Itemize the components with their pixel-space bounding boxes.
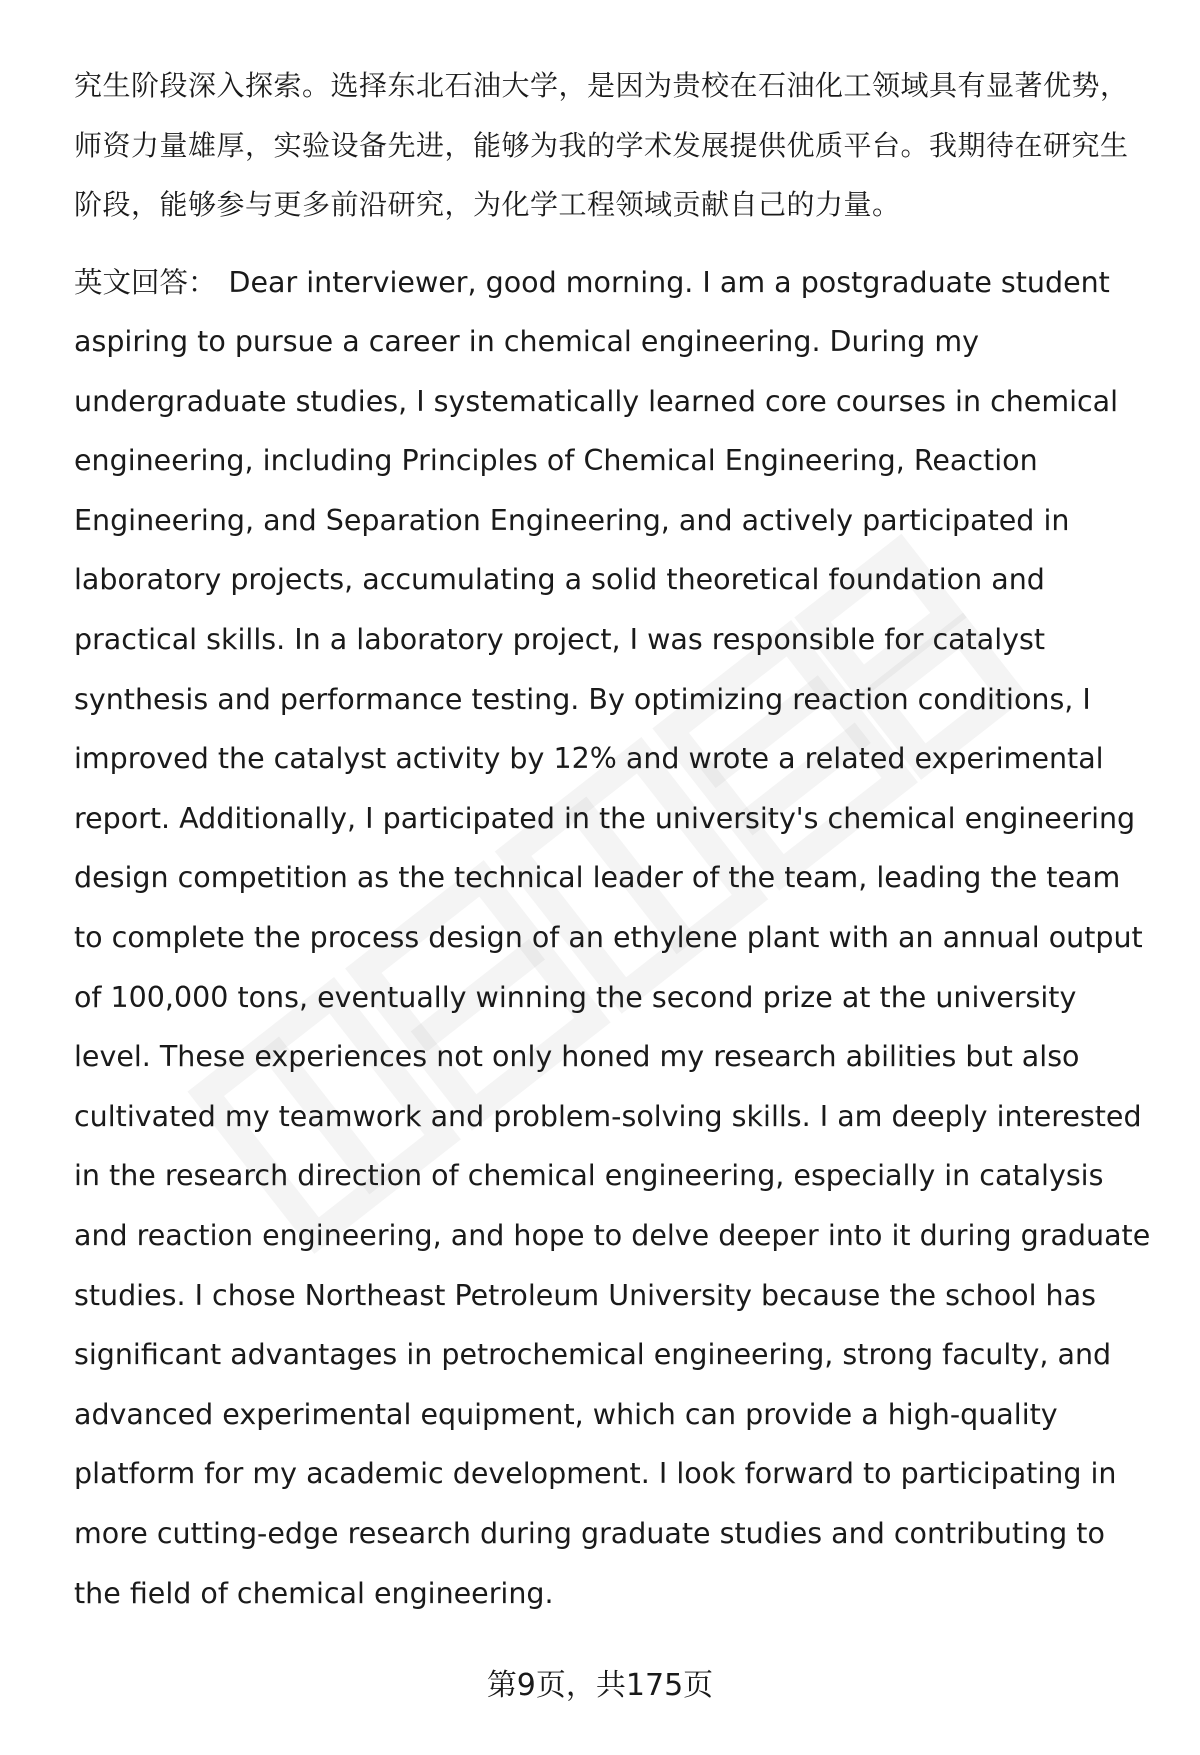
chinese-answer-paragraph: 究生阶段深入探索。选择东北石油大学，是因为贵校在石油化工领域具有显著优势，师资力量雄厚，实验设备先进，能够为我的学术发展提供优质平台。我期待在研究生阶段，能够参与更多前沿研究，为化学工程领域贡献自己的力量。 (74, 69, 1129, 221)
english-answer-paragraph (74, 253, 1154, 1624)
document-body (74, 56, 1154, 1623)
english-answer-label: 英文回答： (74, 265, 217, 299)
page-number-footer: 第9页，共175页 (486, 1668, 714, 1703)
english-answer-text: Dear interviewer, good morning. I am a postgraduate student aspiring to pursue a career in chemical engineering. During my undergraduate studies, I systematically learned core courses in chemical engineering, including Principles of Chemical Engineering, Reaction Engineering, and Separation Engineering, and actively participated in laboratory projects, accumulating a solid theoretical foundation and practical skills. In a laboratory project, I was responsible for catalyst synthesis and performance testing. By optimizing reaction conditions, I improved the catalyst activity by 12% and wrote a related experimental report. Additionally, I participated in the university's chemical engineering design competition as the technical leader of the team, leading the team to complete the process design of an ethylene plant with an annual output of 100,000 tons, eventually winning the second prize at the university level. These experiences not only honed my research abilities but also cultivated my teamwork and problem-solving skills. I am deeply interested in the research direction of chemical engineering, especially in catalysis and reaction engineering, and hope to delve deeper into it during graduate studies. I chose Northeast Petroleum University because the school has significant advantages in petrochemical engineering, strong faculty, and advanced experimental equipment, which can provide a high-quality platform for my academic development. I look forward to participating in more cutting-edge research during graduate studies and contributing to the field of chemical engineering. (74, 265, 1151, 1610)
